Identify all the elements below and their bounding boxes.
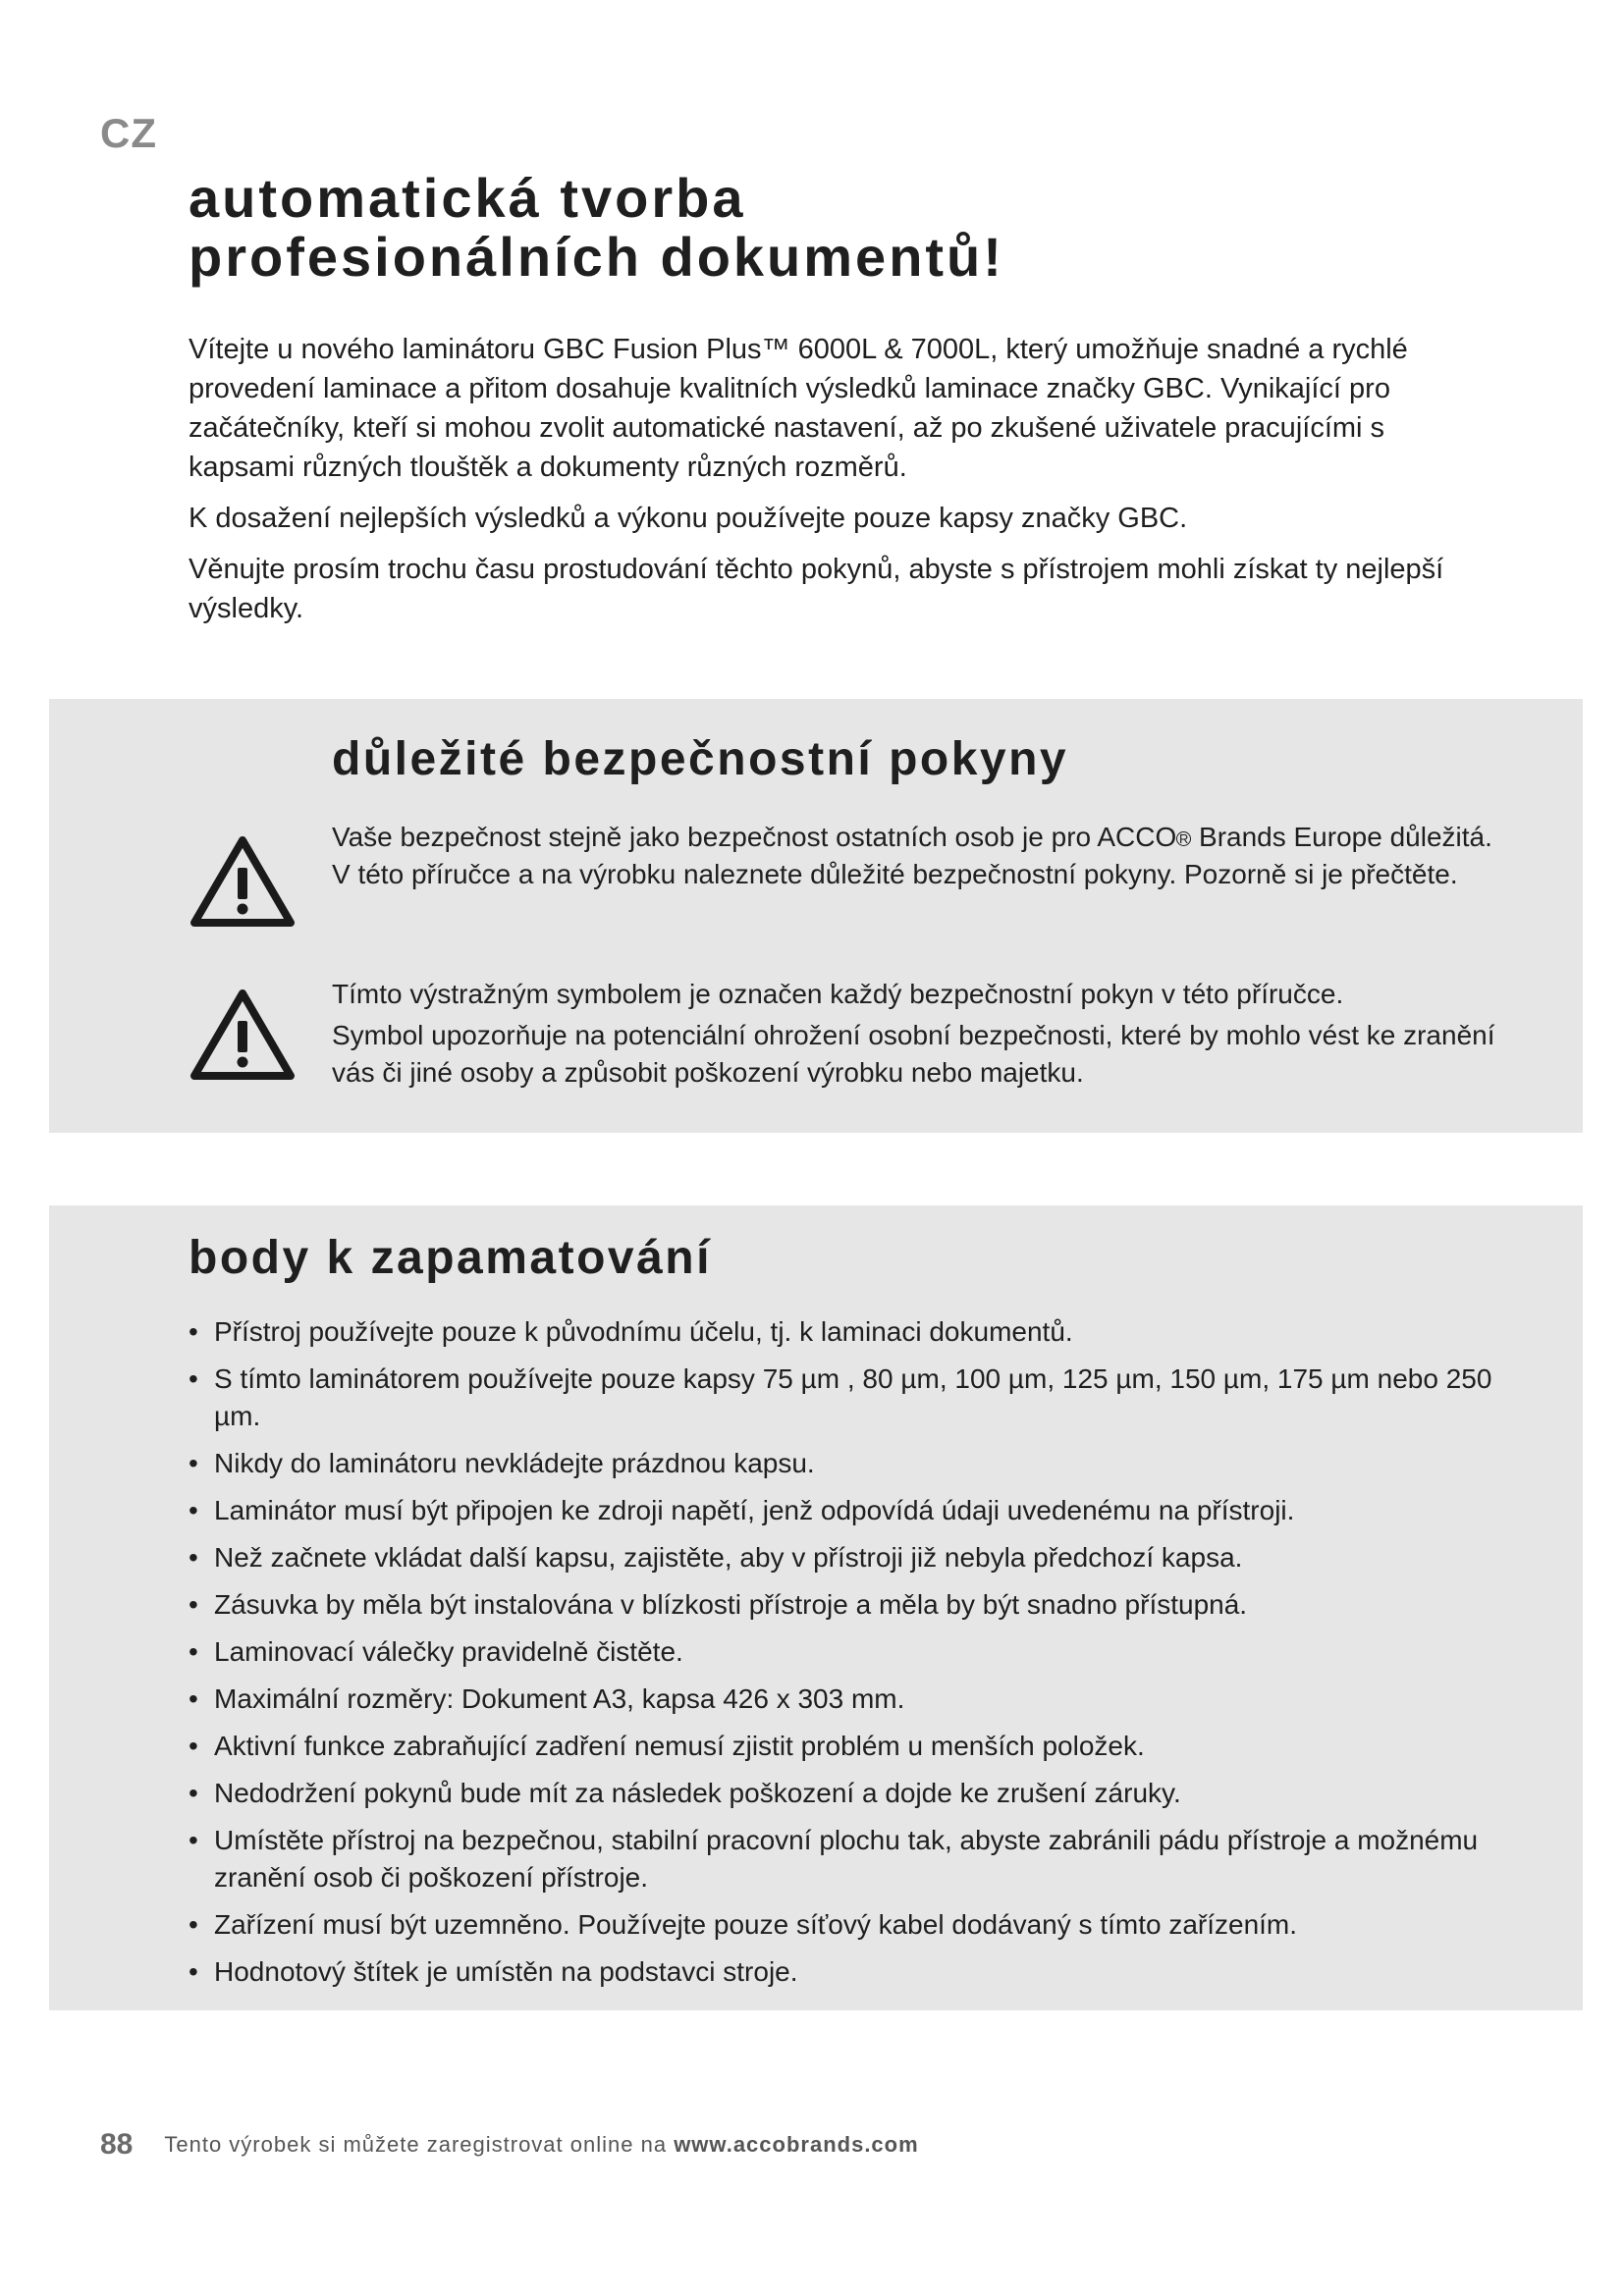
list-item: • Zásuvka by měla být instalována v blízkosti přístroje a měla by být snadno přístupná.: [189, 1586, 1514, 1624]
list-item: • Umístěte přístroj na bezpečnou, stabilní pracovní plochu tak, abyste zabránili pádu přístroje a možnému zranění osob či poškození přístroje.: [189, 1822, 1514, 1896]
registered-mark: R: [1176, 831, 1191, 846]
remember-list: [189, 1313, 1514, 2001]
safety-warning-2-paragraph-1: Tímto výstražným symbolem je označen každý bezpečnostní pokyn v této příručce.: [332, 979, 1344, 1009]
intro-text: [189, 330, 1455, 640]
website-link[interactable]: www.accobrands.com: [674, 2132, 919, 2157]
list-item: • Přístroj používejte pouze k původnímu účelu, tj. k laminaci dokumentů.: [189, 1313, 1514, 1351]
title-line-1: automatická tvorba: [189, 167, 746, 229]
registration-note: Tento výrobek si můžete zaregistrovat online na: [164, 2132, 675, 2157]
warning-triangle-icon: [189, 988, 297, 1082]
safety-warning-1-text: [332, 819, 1500, 897]
intro-paragraph-3: Věnujte prosím trochu času prostudování těchto pokynů, abyste s přístrojem mohli získat ty nejlepší výsledky.: [189, 554, 1444, 624]
list-item: • Nedodržení pokynů bude mít za následek poškození a dojde ke zrušení záruky.: [189, 1775, 1514, 1812]
safety-panel: [49, 699, 1583, 1133]
page-number: 88: [100, 2128, 134, 2161]
title-line-2: profesionálních dokumentů!: [189, 226, 1004, 288]
intro-paragraph-1: Vítejte u nového laminátoru GBC Fusion Plus™ 6000L & 7000L, který umožňuje snadné a rychlé provedení laminace a přitom dosahuje kvalitních výsledků laminace značky GBC. Vynikající pro začátečníky, kteří si mohou zvolit automatické nastavení, až po zkušené uživatele pracujícími s kapsami různých tlouštěk a dokumenty různých rozměrů.: [189, 334, 1408, 483]
list-item: • Maximální rozměry: Dokument A3, kapsa 426 x 303 mm.: [189, 1681, 1514, 1718]
safety-warning-1-part-2: Brands Europe důležitá. V této příručce a na výrobku naleznete důležité bezpečnostní pokyny. Pozorně si je přečtěte.: [332, 822, 1492, 889]
page-footer: [100, 2128, 919, 2162]
language-code: CZ: [100, 110, 157, 156]
intro-paragraph-2: K dosažení nejlepších výsledků a výkonu používejte pouze kapsy značky GBC.: [189, 503, 1188, 534]
page-title: [189, 169, 1004, 287]
remember-panel: [49, 1205, 1583, 2010]
list-item: • Zařízení musí být uzemněno. Používejte pouze síťový kabel dodávaný s tímto zařízením.: [189, 1906, 1514, 1944]
list-item: • Laminovací válečky pravidelně čistěte.: [189, 1633, 1514, 1671]
remember-heading: body k zapamatování: [189, 1232, 712, 1284]
list-item: • Nikdy do laminátoru nevkládejte prázdnou kapsu.: [189, 1445, 1514, 1482]
list-item: • Aktivní funkce zabraňující zadření nemusí zjistit problém u menších položek.: [189, 1728, 1514, 1765]
warning-triangle-icon: [189, 834, 297, 929]
safety-warning-1-part-1: Vaše bezpečnost stejně jako bezpečnost ostatních osob je pro ACCO: [332, 822, 1177, 852]
list-item: • Hodnotový štítek je umístěn na podstavci stroje.: [189, 1953, 1514, 1991]
list-item: • Než začnete vkládat další kapsu, zajistěte, aby v přístroji již nebyla předchozí kapsa.: [189, 1539, 1514, 1576]
safety-heading: důležité bezpečnostní pokyny: [332, 733, 1069, 785]
list-item: • Laminátor musí být připojen ke zdroji napětí, jenž odpovídá údaji uvedenému na přístroji.: [189, 1492, 1514, 1529]
safety-warning-2-paragraph-2: Symbol upozorňuje na potenciální ohrožení osobní bezpečnosti, které by mohlo vést ke zranění vás či jiné osoby a způsobit poškození výrobku nebo majetku.: [332, 1020, 1495, 1088]
safety-warning-2-text: [332, 976, 1500, 1095]
list-item: • S tímto laminátorem používejte pouze kapsy 75 µm , 80 µm, 100 µm, 125 µm, 150 µm, 175 µm nebo 250 µm.: [189, 1361, 1514, 1435]
